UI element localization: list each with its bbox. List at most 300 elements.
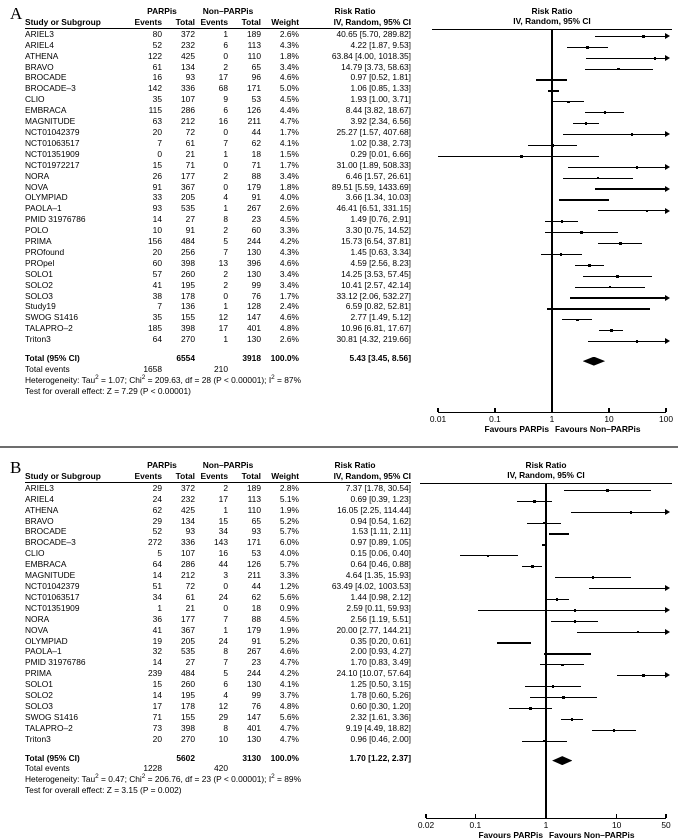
total-parpis: 107 xyxy=(181,94,195,105)
study-name: SOLO2 xyxy=(25,279,53,290)
events-parpis: 29 xyxy=(152,482,162,493)
risk-ratio-ci: 1.49 [0.76, 2.91] xyxy=(350,214,411,225)
weight: 2.6% xyxy=(279,334,299,345)
effect-estimate-marker xyxy=(616,275,619,278)
table-row xyxy=(25,258,411,269)
events-parpis: 0 xyxy=(157,148,162,159)
events-non-parpis: 68 xyxy=(218,83,228,94)
heterogeneity-text: Heterogeneity: Tau$^2$ = 0.47; Chi$^2$ = 206.76, df = 23 (P < 0.00001); $I^2 = 89\%$ xyxy=(25,773,302,785)
study-name: NORA xyxy=(25,613,50,624)
effect-estimate-marker xyxy=(566,653,569,656)
risk-ratio-ci: 4.59 [2.56, 8.23] xyxy=(350,257,411,268)
study-name: Triton3 xyxy=(25,733,51,744)
events-parpis: 26 xyxy=(152,170,162,181)
table-row xyxy=(25,312,411,323)
panel-b xyxy=(0,446,678,838)
weight: 5.2% xyxy=(279,635,299,646)
risk-ratio-ci: 40.65 [5.70, 289.82] xyxy=(336,28,411,39)
total-non-parpis: 130 xyxy=(247,268,261,279)
events-parpis: 14 xyxy=(152,214,162,225)
table-row xyxy=(25,482,411,493)
panel-b-letter: B xyxy=(10,458,22,477)
events-non-parpis: 6 xyxy=(223,679,228,690)
total-parpis: 260 xyxy=(181,679,195,690)
total-non-parpis: 130 xyxy=(247,246,261,257)
effect-estimate-marker xyxy=(574,620,577,623)
plot-a-title-line2: IV, Random, 95% CI xyxy=(513,16,591,27)
events-parpis: 185 xyxy=(148,323,162,334)
weight: 1.7% xyxy=(279,159,299,170)
total-non-parpis: 130 xyxy=(247,334,261,345)
col-events-2: Events xyxy=(195,17,228,28)
events-non-parpis: 16 xyxy=(218,548,228,559)
x-axis-tick-label: 0.1 xyxy=(469,820,482,830)
total-parpis: 260 xyxy=(181,268,195,279)
effect-estimate-marker xyxy=(642,674,645,677)
events-non-parpis: 143 xyxy=(214,537,228,548)
risk-ratio-ci: 33.12 [2.06, 532.27] xyxy=(336,290,411,301)
plot-b-title-line1: Risk Ratio xyxy=(525,460,567,470)
total-parpis: 372 xyxy=(181,28,195,39)
total-non-parpis: 126 xyxy=(247,559,261,570)
risk-ratio-ci: 0.64 [0.46, 0.88] xyxy=(350,559,411,570)
events-parpis: 41 xyxy=(152,279,162,290)
table-row xyxy=(25,28,411,39)
x-axis-tick-label: 50 xyxy=(661,820,671,830)
events-non-parpis: 8 xyxy=(223,722,228,733)
weight: 4.7% xyxy=(279,733,299,744)
panel-a-rows xyxy=(25,28,411,396)
ci-right-arrow xyxy=(665,131,670,137)
total-parpis: 398 xyxy=(181,323,195,334)
effect-estimate-marker xyxy=(560,253,563,256)
table-row xyxy=(25,526,411,537)
study-name: PAOLA–1 xyxy=(25,203,62,214)
total-non-parpis: 71 xyxy=(251,159,261,170)
events-parpis: 71 xyxy=(152,711,162,722)
events-parpis: 20 xyxy=(152,733,162,744)
effect-estimate-marker xyxy=(531,565,534,568)
effect-estimate-marker xyxy=(610,329,613,332)
overall-effect-row xyxy=(25,386,411,397)
total-parpis: 212 xyxy=(181,116,195,127)
study-name: CLIO xyxy=(25,94,45,105)
total-parpis: 484 xyxy=(181,668,195,679)
total-non-parpis: 23 xyxy=(251,657,261,668)
risk-ratio-ci: 4.64 [1.35, 15.93] xyxy=(345,570,411,581)
x-axis-tick xyxy=(551,408,552,412)
total-risk-ratio-ci: 5.43 [3.45, 8.56] xyxy=(349,353,411,364)
events-parpis: 80 xyxy=(152,28,162,39)
weight: 4.8% xyxy=(279,323,299,334)
total-non-parpis: 110 xyxy=(247,504,261,515)
study-name: NCT01063517 xyxy=(25,591,80,602)
weight: 4.0% xyxy=(279,548,299,559)
study-name: OLYMPIAD xyxy=(25,192,68,203)
total-non-parpis: 3130 xyxy=(242,752,261,763)
table-row xyxy=(25,127,411,138)
events-parpis: 52 xyxy=(152,526,162,537)
total-events-non-parpis: 210 xyxy=(214,364,228,374)
weight: 4.0% xyxy=(279,192,299,203)
effect-estimate-marker xyxy=(630,511,633,514)
col-events-1: Events xyxy=(129,471,162,482)
spacer-row xyxy=(25,745,411,752)
table-row xyxy=(25,712,411,723)
effect-estimate-marker xyxy=(617,68,620,71)
table-row xyxy=(25,149,411,160)
total-non-parpis: 62 xyxy=(251,137,261,148)
total-parpis: 71 xyxy=(185,159,195,170)
total-parpis: 134 xyxy=(181,61,195,72)
table-row xyxy=(25,657,411,668)
weight: 4.6% xyxy=(279,72,299,83)
confidence-interval-line xyxy=(570,297,666,298)
total-parpis: 205 xyxy=(181,192,195,203)
events-non-parpis: 9 xyxy=(223,94,228,105)
total-parpis: 72 xyxy=(185,126,195,137)
table-row xyxy=(25,505,411,516)
effect-estimate-marker xyxy=(597,177,600,180)
events-parpis: 34 xyxy=(152,591,162,602)
total-parpis: 535 xyxy=(181,203,195,214)
total-non-parpis: 401 xyxy=(247,722,261,733)
weight: 1.5% xyxy=(279,148,299,159)
table-row xyxy=(25,280,411,291)
total-non-parpis: 99 xyxy=(251,279,261,290)
events-non-parpis: 1 xyxy=(223,504,228,515)
total-parpis: 155 xyxy=(181,312,195,323)
total-parpis: 195 xyxy=(181,279,195,290)
total-non-parpis: 396 xyxy=(247,257,261,268)
study-name: BRAVO xyxy=(25,515,54,526)
total-risk-ratio-ci: 1.70 [1.22, 2.37] xyxy=(349,752,411,763)
weight: 0.9% xyxy=(279,602,299,613)
table-row xyxy=(25,323,411,334)
ci-right-arrow xyxy=(665,607,670,613)
study-name: PMID 31976786 xyxy=(25,657,86,668)
spacer-row xyxy=(25,345,411,352)
weight: 3.3% xyxy=(279,570,299,581)
events-parpis: 73 xyxy=(152,722,162,733)
events-parpis: 35 xyxy=(152,312,162,323)
study-name: SOLO1 xyxy=(25,268,53,279)
total-parpis: 195 xyxy=(181,690,195,701)
events-parpis: 142 xyxy=(148,83,162,94)
weight: 2.4% xyxy=(279,301,299,312)
effect-estimate-marker xyxy=(576,319,579,322)
weight: 1.7% xyxy=(279,126,299,137)
x-axis-tick xyxy=(475,814,476,818)
risk-ratio-ci: 0.29 [0.01, 6.66] xyxy=(350,148,411,159)
table-row xyxy=(25,51,411,62)
plot-b-title-line2: IV, Random, 95% CI xyxy=(507,470,585,481)
total-parpis: 72 xyxy=(185,580,195,591)
study-name: CLIO xyxy=(25,548,45,559)
events-parpis: 24 xyxy=(152,493,162,504)
events-non-parpis: 4 xyxy=(223,192,228,203)
risk-ratio-ci: 2.32 [1.61, 3.36] xyxy=(350,711,411,722)
total-non-parpis: 179 xyxy=(247,181,261,192)
x-axis-tick xyxy=(665,814,666,818)
col-risk-ratio: IV, Random, 95% CI xyxy=(299,17,411,28)
total-label: Total (95% CI) xyxy=(25,752,80,763)
effect-estimate-marker xyxy=(512,642,515,645)
effect-estimate-marker xyxy=(597,308,600,311)
total-parpis: 177 xyxy=(181,613,195,624)
weight: 1.8% xyxy=(279,50,299,61)
null-effect-line xyxy=(545,484,546,818)
panel-a-forest-plot xyxy=(429,6,673,438)
confidence-interval-line xyxy=(595,188,666,189)
effect-estimate-marker xyxy=(588,264,591,267)
total-parpis: 205 xyxy=(181,635,195,646)
total-parpis: 535 xyxy=(181,646,195,657)
risk-ratio-ci: 31.00 [1.89, 508.33] xyxy=(336,159,411,170)
events-parpis: 64 xyxy=(152,334,162,345)
plot-a-title-line1: Risk Ratio xyxy=(531,6,573,16)
total-non-parpis: 44 xyxy=(251,580,261,591)
events-non-parpis: 0 xyxy=(223,181,228,192)
events-parpis: 115 xyxy=(148,105,162,116)
events-parpis: 14 xyxy=(152,570,162,581)
study-name: ARIEL4 xyxy=(25,39,54,50)
axis-caption-favours-non-parpis: Favours Non–PARPis xyxy=(549,830,635,840)
effect-estimate-marker xyxy=(562,696,565,699)
study-name: ATHENA xyxy=(25,50,59,61)
events-non-parpis: 0 xyxy=(223,159,228,170)
events-non-parpis: 0 xyxy=(223,50,228,61)
total-parpis: 425 xyxy=(181,50,195,61)
table-row xyxy=(25,646,411,657)
total-non-parpis: 93 xyxy=(251,526,261,537)
events-parpis: 7 xyxy=(157,301,162,312)
effect-estimate-marker xyxy=(636,166,639,169)
events-non-parpis: 24 xyxy=(218,635,228,646)
total-events-row xyxy=(25,364,411,375)
total-parpis: 232 xyxy=(181,39,195,50)
effect-estimate-marker xyxy=(543,522,546,525)
ci-right-arrow xyxy=(665,186,670,192)
weight: 4.6% xyxy=(279,312,299,323)
confidence-interval-line xyxy=(589,588,666,589)
ci-right-arrow xyxy=(665,295,670,301)
confidence-interval-line xyxy=(571,512,666,513)
total-weight: 100.0% xyxy=(270,353,299,364)
risk-ratio-ci: 30.81 [4.32, 219.66] xyxy=(336,334,411,345)
total-parpis: 398 xyxy=(181,722,195,733)
total-non-parpis: 91 xyxy=(251,192,261,203)
weight: 4.1% xyxy=(279,679,299,690)
effect-estimate-marker xyxy=(556,598,559,601)
events-non-parpis: 34 xyxy=(218,526,228,537)
effect-estimate-marker xyxy=(637,297,640,300)
events-parpis: 20 xyxy=(152,246,162,257)
col-total-2: Total xyxy=(228,17,261,28)
total-non-parpis: 76 xyxy=(251,700,261,711)
events-non-parpis: 4 xyxy=(223,690,228,701)
x-axis-tick-label: 1 xyxy=(543,820,549,830)
group-header-parpis: PARPis xyxy=(147,6,177,16)
axis-caption-favours-parpis: Favours PARPis xyxy=(484,424,549,434)
risk-ratio-ci: 25.27 [1.57, 407.68] xyxy=(336,126,411,137)
total-parpis: 155 xyxy=(181,711,195,722)
table-row xyxy=(25,72,411,83)
group-header-row xyxy=(25,460,411,471)
risk-ratio-ci: 3.92 [2.34, 6.56] xyxy=(350,116,411,127)
x-axis-tick-label: 0.01 xyxy=(429,414,447,424)
weight: 4.8% xyxy=(279,700,299,711)
study-name: SOLO3 xyxy=(25,290,53,301)
events-parpis: 14 xyxy=(152,657,162,668)
risk-ratio-ci: 24.10 [10.07, 57.64] xyxy=(336,668,411,679)
overall-effect-text: Test for overall effect: Z = 3.15 (P = 0.002) xyxy=(25,785,182,796)
total-events-parpis: 1658 xyxy=(143,364,162,374)
overall-effect-text: Test for overall effect: Z = 7.29 (P < 0.00001) xyxy=(25,385,191,396)
table-row xyxy=(25,40,411,51)
col-total-1: Total xyxy=(162,471,195,482)
study-name: MAGNITUDE xyxy=(25,570,76,581)
weight: 3.4% xyxy=(279,170,299,181)
study-name: BROCADE xyxy=(25,72,67,83)
plot-a-canvas xyxy=(429,30,673,434)
col-total-1: Total xyxy=(162,17,195,28)
total-non-parpis: 211 xyxy=(247,116,261,127)
events-parpis: 35 xyxy=(152,94,162,105)
risk-ratio-ci: 10.41 [2.57, 42.14] xyxy=(341,279,411,290)
events-parpis: 91 xyxy=(152,181,162,192)
total-non-parpis: 88 xyxy=(251,613,261,624)
study-name: ATHENA xyxy=(25,504,59,515)
table-row xyxy=(25,182,411,193)
total-non-parpis: 23 xyxy=(251,214,261,225)
total-parpis: 178 xyxy=(181,290,195,301)
panel-a-data-table xyxy=(25,6,411,397)
risk-ratio-ci: 2.00 [0.93, 4.27] xyxy=(350,646,411,657)
total-parpis: 484 xyxy=(181,236,195,247)
total-non-parpis: 113 xyxy=(247,39,261,50)
table-row xyxy=(25,192,411,203)
plot-b-canvas xyxy=(417,484,672,840)
col-events-1: Events xyxy=(129,17,162,28)
events-non-parpis: 0 xyxy=(223,126,228,137)
x-axis-tick-label: 100 xyxy=(659,414,673,424)
risk-ratio-ci: 1.78 [0.60, 5.26] xyxy=(350,690,411,701)
total-events-non-parpis-blank xyxy=(195,352,228,364)
events-non-parpis: 7 xyxy=(223,137,228,148)
total-non-parpis: 189 xyxy=(247,28,261,39)
study-name: OLYMPIAD xyxy=(25,635,68,646)
study-name: PROpel xyxy=(25,257,55,268)
risk-ratio-ci: 14.25 [3.53, 57.45] xyxy=(341,268,411,279)
risk-ratio-ci: 0.69 [0.39, 1.23] xyxy=(350,493,411,504)
events-parpis: 51 xyxy=(152,580,162,591)
total-non-parpis: 244 xyxy=(247,668,261,679)
table-row xyxy=(25,62,411,73)
study-name: SWOG S1416 xyxy=(25,711,79,722)
total-non-parpis: 401 xyxy=(247,323,261,334)
events-non-parpis: 24 xyxy=(218,591,228,602)
total-parpis: 232 xyxy=(181,493,195,504)
weight: 5.1% xyxy=(279,493,299,504)
col-weight: Weight xyxy=(261,471,299,482)
col-weight: Weight xyxy=(261,17,299,28)
events-non-parpis: 17 xyxy=(218,493,228,504)
col-study: Study or Subgroup xyxy=(25,17,129,28)
total-non-parpis: 128 xyxy=(247,301,261,312)
total-non-parpis: 211 xyxy=(247,570,261,581)
risk-ratio-ci: 3.30 [0.75, 14.52] xyxy=(345,225,411,236)
events-parpis: 20 xyxy=(152,126,162,137)
events-non-parpis: 7 xyxy=(223,657,228,668)
effect-estimate-marker xyxy=(571,718,574,721)
events-non-parpis: 1 xyxy=(223,203,228,214)
weight: 5.2% xyxy=(279,515,299,526)
study-name: NOVA xyxy=(25,624,49,635)
weight: 4.1% xyxy=(279,137,299,148)
events-non-parpis: 5 xyxy=(223,668,228,679)
events-non-parpis: 16 xyxy=(218,116,228,127)
table-row xyxy=(25,116,411,127)
table-row xyxy=(25,516,411,527)
x-axis-tick-label: 0.1 xyxy=(489,414,501,424)
risk-ratio-ci: 6.46 [1.57, 26.61] xyxy=(345,170,411,181)
events-parpis: 17 xyxy=(152,700,162,711)
study-name: PMID 31976786 xyxy=(25,214,86,225)
table-row xyxy=(25,203,411,214)
events-non-parpis: 2 xyxy=(223,170,228,181)
panel-b-rows xyxy=(25,482,411,796)
total-non-parpis: 65 xyxy=(251,515,261,526)
weight: 3.4% xyxy=(279,268,299,279)
risk-ratio-ci: 1.70 [0.83, 3.49] xyxy=(350,657,411,668)
events-parpis: 15 xyxy=(152,679,162,690)
total-parpis: 372 xyxy=(181,482,195,493)
risk-ratio-ci: 15.73 [6.54, 37.81] xyxy=(341,236,411,247)
study-name: TALAPRO–2 xyxy=(25,323,73,334)
total-non-parpis: 62 xyxy=(251,591,261,602)
study-name: EMBRACA xyxy=(25,105,67,116)
study-name: ARIEL3 xyxy=(25,482,54,493)
risk-ratio-ci: 1.93 [1.00, 3.71] xyxy=(350,94,411,105)
effect-estimate-marker xyxy=(662,188,665,191)
events-non-parpis: 1 xyxy=(223,301,228,312)
weight: 1.2% xyxy=(279,580,299,591)
study-name: BROCADE–3 xyxy=(25,537,76,548)
risk-ratio-ci: 16.05 [2.25, 114.44] xyxy=(337,504,411,515)
ci-right-arrow xyxy=(665,55,670,61)
table-row xyxy=(25,83,411,94)
events-non-parpis: 2 xyxy=(223,268,228,279)
blank xyxy=(299,763,411,774)
events-non-parpis: 0 xyxy=(223,602,228,613)
events-parpis: 239 xyxy=(148,668,162,679)
weight: 4.5% xyxy=(279,94,299,105)
weight: 4.7% xyxy=(279,722,299,733)
events-non-parpis: 0 xyxy=(223,580,228,591)
summary-diamond xyxy=(583,357,605,366)
total-non-parpis: 126 xyxy=(247,105,261,116)
events-parpis: 33 xyxy=(152,192,162,203)
total-non-parpis: 244 xyxy=(247,236,261,247)
events-parpis: 38 xyxy=(152,290,162,301)
study-name: SOLO2 xyxy=(25,690,53,701)
events-parpis: 10 xyxy=(152,225,162,236)
total-non-parpis: 44 xyxy=(251,126,261,137)
total-parpis: 27 xyxy=(185,657,195,668)
weight: 4.3% xyxy=(279,39,299,50)
total-events-label: Total events xyxy=(25,364,70,374)
